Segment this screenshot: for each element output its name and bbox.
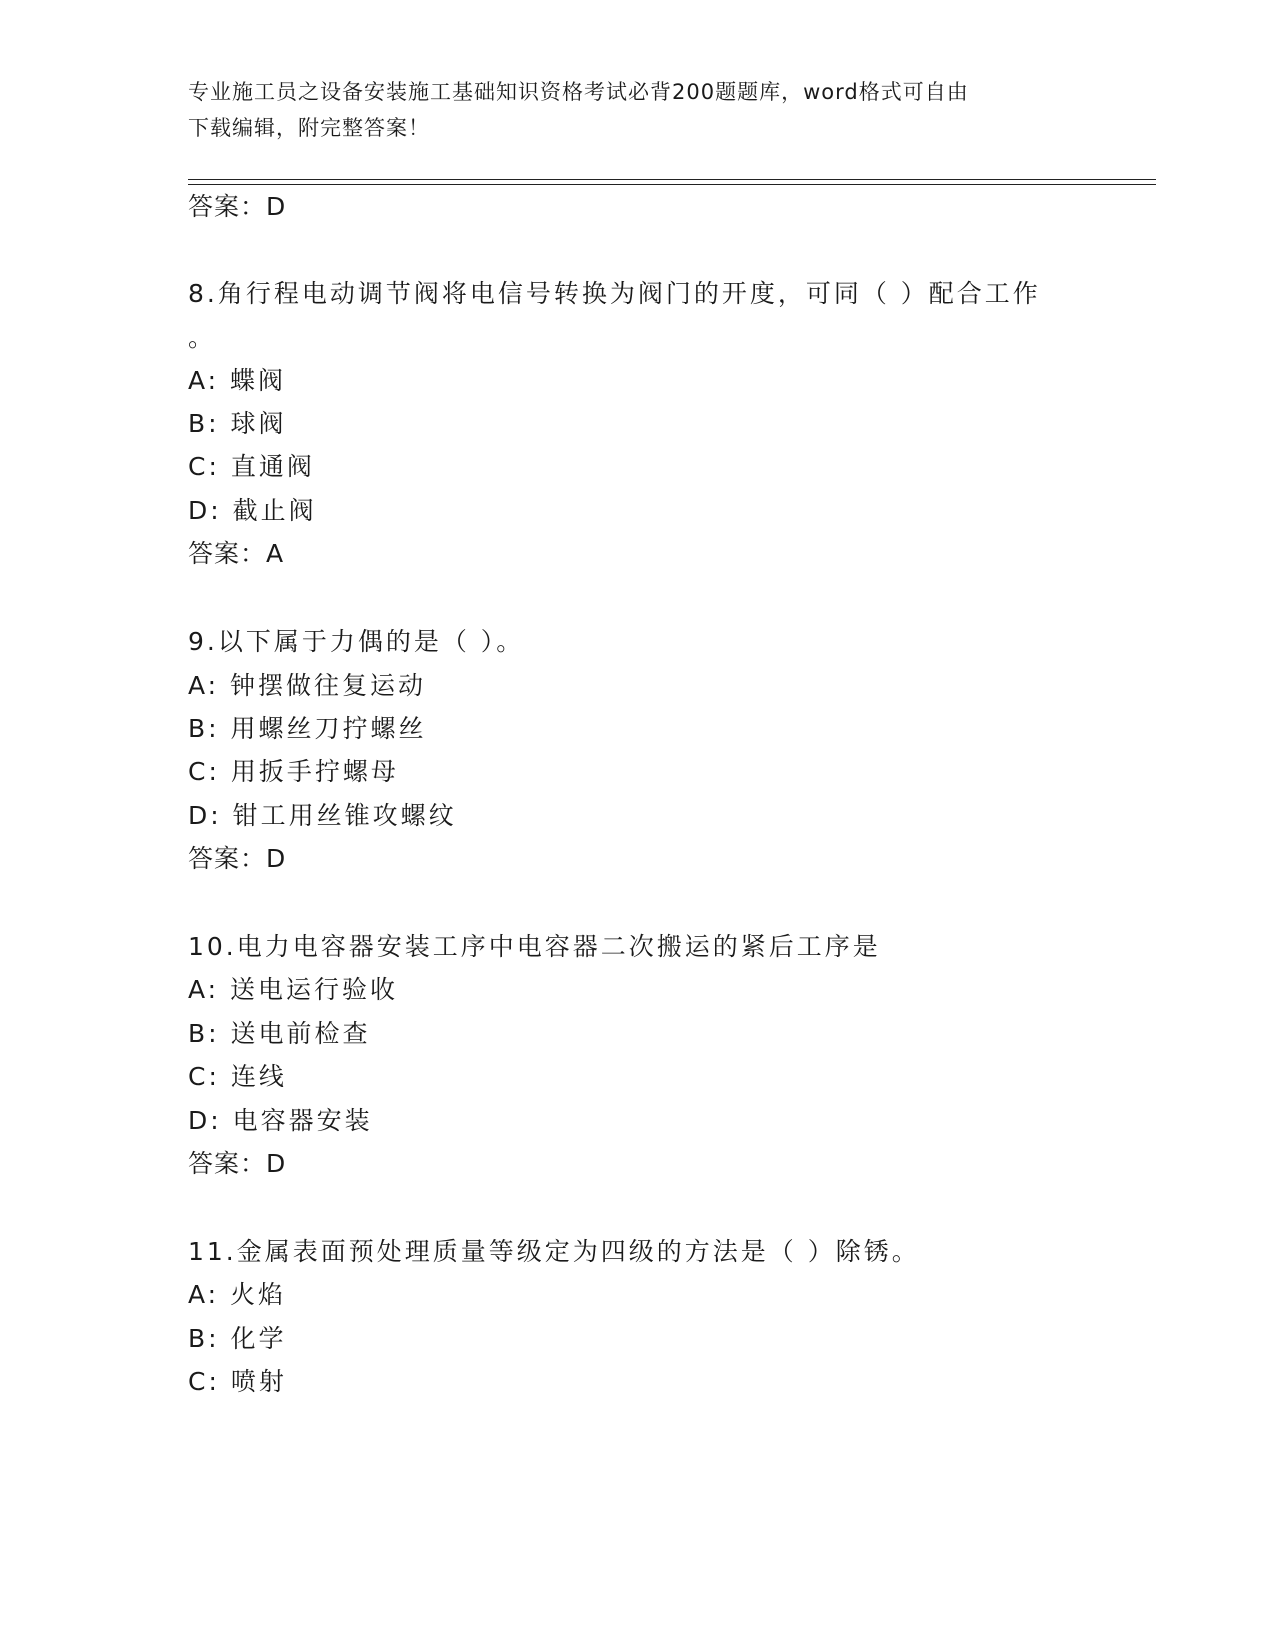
option-b: B: 用螺丝刀拧螺丝 [188, 714, 427, 743]
question-stem: 11.金属表面预处理质量等级定为四级的方法是（ ）除锈。 [188, 1237, 920, 1266]
answer-line: 答案：D [188, 844, 287, 873]
option-b: B: 送电前检查 [188, 1019, 371, 1048]
answer-line: 答案：A [188, 539, 285, 568]
header-divider-top [188, 179, 1156, 180]
option-b: B: 化学 [188, 1324, 287, 1353]
option-a: A: 火焰 [188, 1280, 287, 1309]
option-c: C: 连线 [188, 1062, 287, 1091]
option-b: B: 球阀 [188, 409, 287, 438]
document-header [188, 74, 1068, 146]
answer-line: 答案：D [188, 1149, 287, 1178]
option-c: C: 直通阀 [188, 452, 315, 481]
option-d: D: 截止阀 [188, 496, 317, 525]
option-d: D: 电容器安装 [188, 1106, 373, 1135]
question-stem: 10.电力电容器安装工序中电容器二次搬运的紧后工序是 [188, 932, 881, 961]
question-stem: 8.角行程电动调节阀将电信号转换为阀门的开度，可同（ ）配合工作 [188, 279, 1041, 308]
header-divider-bottom [188, 184, 1156, 185]
answer-line: 答案：D [188, 192, 287, 221]
option-a: A: 送电运行验收 [188, 975, 399, 1004]
option-c: C: 喷射 [188, 1367, 287, 1396]
option-a: A: 钟摆做往复运动 [188, 671, 427, 700]
option-d: D: 钳工用丝锥攻螺纹 [188, 801, 457, 830]
header-line-2: 下载编辑，附完整答案！ [188, 116, 430, 140]
question-stem-continued: 。 [188, 323, 217, 352]
question-stem: 9.以下属于力偶的是（ ）。 [188, 627, 525, 656]
option-a: A: 蝶阀 [188, 366, 287, 395]
option-c: C: 用扳手拧螺母 [188, 757, 399, 786]
header-line-1: 专业施工员之设备安装施工基础知识资格考试必背200题题库，word格式可自由 [188, 80, 969, 104]
